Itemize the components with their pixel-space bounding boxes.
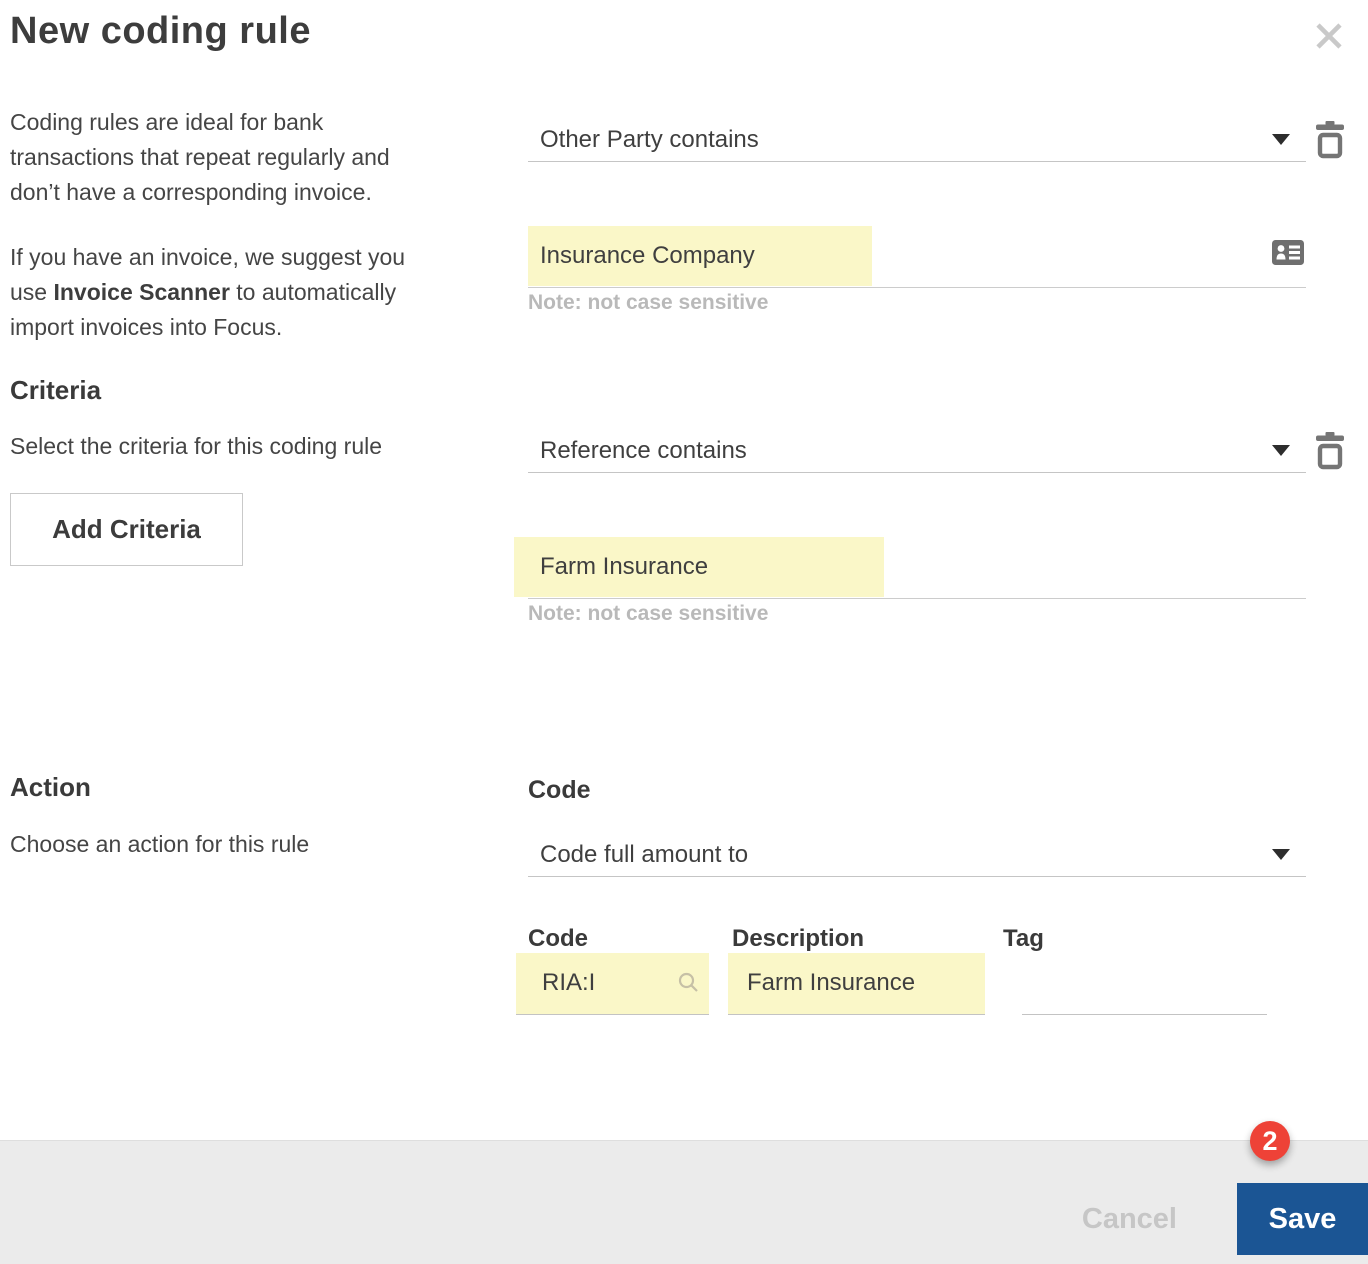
chevron-down-icon bbox=[1272, 134, 1290, 145]
contact-picker-button[interactable] bbox=[1272, 240, 1304, 266]
save-button[interactable]: Save bbox=[1237, 1183, 1368, 1255]
delete-criteria-2-button[interactable] bbox=[1313, 432, 1347, 472]
criteria-1-value-input[interactable]: Insurance Company bbox=[528, 226, 1306, 288]
code-section-label: Code bbox=[528, 776, 591, 804]
code-input[interactable]: RIA:I bbox=[516, 953, 709, 1015]
step-badge: 2 bbox=[1250, 1121, 1290, 1161]
case-sensitivity-note: Note: not case sensitive bbox=[528, 291, 769, 314]
chevron-down-icon bbox=[1272, 849, 1290, 860]
cancel-button[interactable]: Cancel bbox=[1081, 1203, 1177, 1235]
intro-paragraph-1: Coding rules are ideal for bank transactions that repeat regularly and don’t have a corresponding invoice. bbox=[10, 109, 390, 205]
add-criteria-button[interactable]: Add Criteria bbox=[10, 493, 243, 566]
description-input[interactable]: Farm Insurance bbox=[728, 953, 985, 1015]
close-button[interactable] bbox=[1304, 12, 1354, 62]
action-heading: Action bbox=[10, 772, 91, 802]
trash-icon bbox=[1315, 121, 1345, 162]
intro-paragraph-2: If you have an invoice, we suggest you use Invoice Scanner to automatically import invoices into Focus. bbox=[10, 244, 406, 340]
code-column-header: Code bbox=[528, 925, 588, 952]
description-column-header: Description bbox=[732, 925, 865, 952]
x-icon bbox=[1306, 13, 1352, 62]
tag-input[interactable] bbox=[1022, 953, 1267, 1015]
criteria-subtitle: Select the criteria for this coding rule bbox=[10, 433, 383, 459]
search-icon bbox=[677, 971, 701, 1002]
trash-icon bbox=[1315, 432, 1345, 473]
criteria-1-condition-select[interactable]: Other Party contains bbox=[528, 118, 1306, 162]
criteria-heading: Criteria bbox=[10, 375, 102, 405]
chevron-down-icon bbox=[1272, 445, 1290, 456]
tag-column-header: Tag bbox=[1003, 925, 1044, 952]
action-type-select[interactable]: Code full amount to bbox=[528, 833, 1306, 877]
criteria-2-value-input[interactable]: Farm Insurance bbox=[528, 537, 1306, 599]
criteria-2-condition-select[interactable]: Reference contains bbox=[528, 429, 1306, 473]
delete-criteria-1-button[interactable] bbox=[1313, 121, 1347, 161]
contact-card-icon bbox=[1272, 254, 1304, 269]
case-sensitivity-note: Note: not case sensitive bbox=[528, 602, 769, 625]
action-subtitle: Choose an action for this rule bbox=[10, 831, 310, 857]
invoice-scanner-mention: Invoice Scanner bbox=[53, 279, 230, 305]
page-title: New coding rule bbox=[10, 10, 311, 52]
modal-footer bbox=[0, 1140, 1368, 1264]
